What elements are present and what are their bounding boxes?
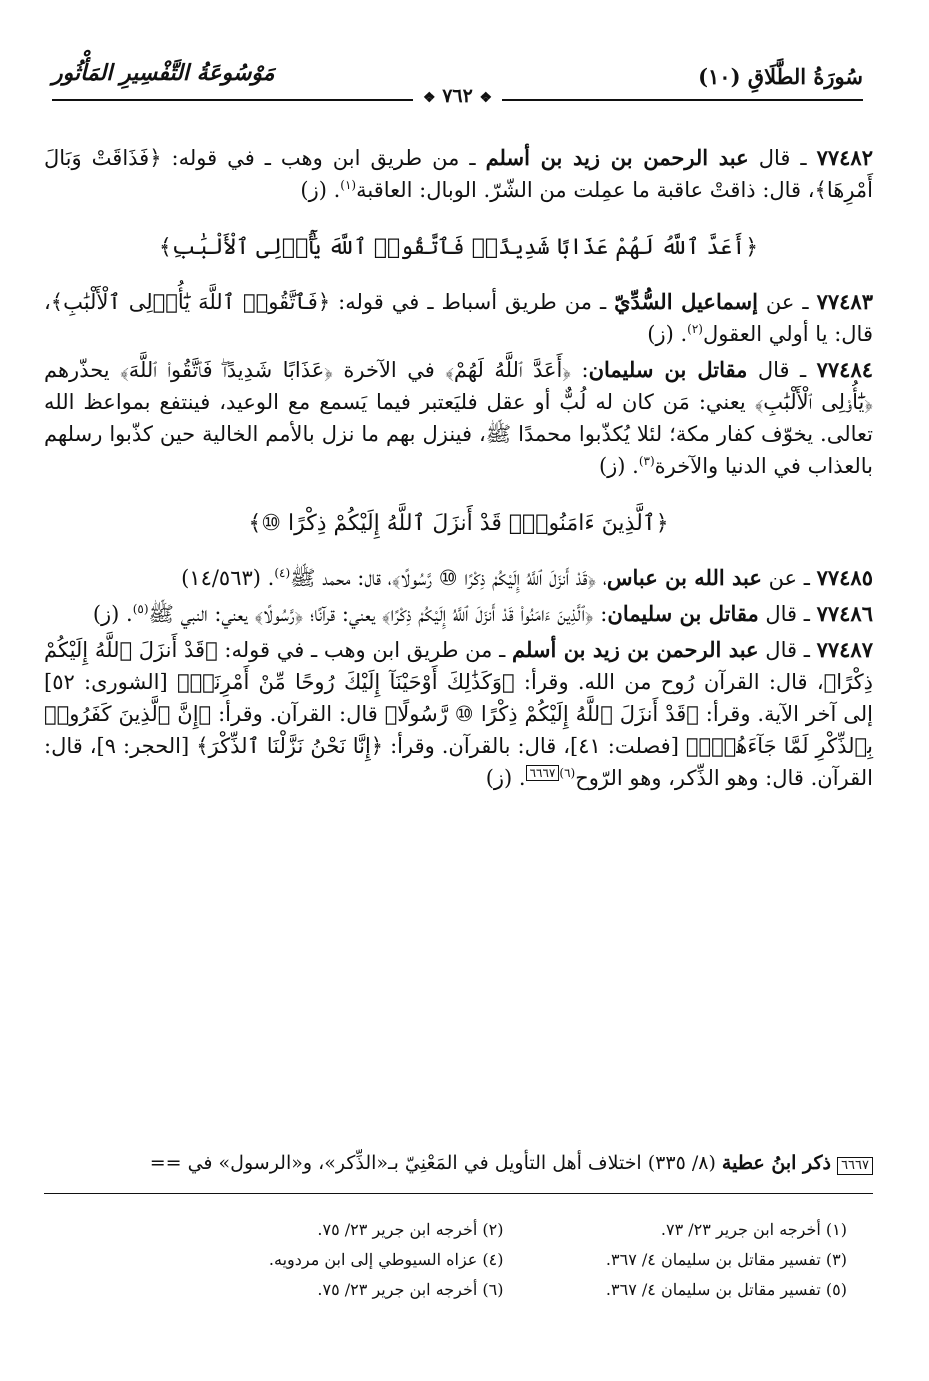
footnote-1: (١) أخرجه ابن جرير ٢٣/ ٧٣.	[660, 1220, 847, 1239]
verse-heading: ﴿ٱلَّذِينَ ءَامَنُوا۟ۚ قَدْ أَنزَلَ ٱللَّهُ إِلَيْكُمْ ذِكْرًا ⑩﴾	[248, 511, 669, 536]
page-number: ❖ ٧٦٢ ❖	[413, 85, 502, 107]
footnote-ref: (٤)	[274, 566, 291, 580]
narrator-name: إسماعيل السُّدِّيّ	[614, 289, 758, 314]
running-header	[52, 56, 863, 107]
entry-77482: ٧٧٤٨٢ ـ قال عبد الرحمن بن زيد بن أسلم ـ من طريق ابن وهب ـ في قوله: ﴿فَذَاقَتْ وَبَالَ أَمْرِهَا﴾، قال: ذاقتْ عاقبة ما عمِلت من الشّرّ. الوبال: العاقبة$^{(١)}$. (ز)	[44, 145, 873, 202]
entry-77485: ٧٧٤٨٥ ـ عن عبد الله بن عباس، ﴿قَدْ أَنزَلَ ٱللَّهُ إِلَيْكُمْ ذِكْرًا ⑩ رَّسُولًا﴾، قال: محمد ﷺ$^{(٤)}$. (١٤/٥٦٣)	[181, 565, 873, 590]
commentary-number-box: ٦٦٦٧	[837, 1157, 873, 1175]
footnote-4: (٤) عزاه السيوطي إلى ابن مردويه.	[268, 1250, 504, 1269]
quran-quote: ﴿فَذَاقَتْ وَبَالَ أَمْرِهَا﴾	[44, 146, 873, 202]
narrator-name: عبد الرحمن بن زيد بن أسلم	[485, 145, 749, 170]
verse-heading: ﴿أَعَدَّ ٱللَّهُ لَهُمْ عَذَابًا شَدِيدًاۖ فَٱتَّقُوا۟ ٱللَّهَ يَٰٓأُو۟لِى ٱلْأَلْبَٰبِ﴾	[158, 235, 759, 260]
main-text	[44, 142, 873, 798]
footnote-row	[160, 1245, 847, 1275]
footnote-row	[160, 1215, 847, 1245]
ornament-icon: ❖	[479, 90, 492, 106]
commentary-text: (٨/ ٣٣٥) اختلاف أهل التأويل في المَعْنِيّ بـ«الذِّكر»، و«الرسول» في ==	[149, 1152, 722, 1174]
quran-quote: ﴿أَعَدَّ ٱللَّهُ لَهُمْ﴾	[445, 358, 572, 382]
quran-quote: ﴿ٱلَّذِينَ ءَامَنُوا۟ قَدْ أَنزَلَ ٱللَّهُ إِلَيْكُمْ ذِكْرًا﴾	[381, 602, 594, 626]
commentary-author: ذكر ابنُ عطية	[721, 1152, 832, 1174]
narrator-name: مقاتل بن سليمان	[607, 601, 759, 626]
footnote-ref: (١)	[340, 178, 357, 192]
footnote-divider	[44, 1193, 873, 1194]
footnote-5: (٥) تفسير مقاتل بن سليمان ٤/ ٣٦٧.	[605, 1280, 847, 1299]
quran-quote: ﴿إِنَّ ٱلَّذِينَ كَفَرُوا۟ بِٱلذِّكْرِ لَمَّا جَآءَهُمْۖ﴾	[44, 702, 873, 758]
entry-77487: ٧٧٤٨٧ ـ قال عبد الرحمن بن زيد بن أسلم ـ من طريق ابن وهب ـ في قوله: ﴿قَدْ أَنزَلَ ٱللَّهُ إِلَيْكُمْ ذِكْرًا﴾، قال: القرآن رُوح من الله. وقرأ: ﴿وَكَذَٰلِكَ أَوْحَيْنَآ إِلَيْكَ رُوحًا مِّنْ أَمْرِنَاۚ﴾ [الشورى: ٥٢] إلى آخر الآية. وقرأ: ﴿قَدْ أَنزَلَ ٱللَّهُ إِلَيْكُمْ ذِكْرًا ⑩ رَّسُولًا﴾ قال: القرآن. وقرأ: ﴿إِنَّ ٱلَّذِينَ كَفَرُوا۟ بِٱلذِّكْرِ لَمَّا جَآءَهُمْۖ﴾ [فصلت: ٤١]، قال: بالقرآن. وقرأ: ﴿إِنَّا نَحْنُ نَزَّلْنَا ٱلذِّكْرَ﴾ [الحجر: ٩]، قال: القرآن. قال: وهو الذِّكر، وهو الرّوح$^{(٦)}$٦٦٦٧. (ز)	[44, 637, 874, 790]
footnote-3: (٣) تفسير مقاتل بن سليمان ٤/ ٣٦٧.	[605, 1250, 847, 1269]
quran-quote: ﴿وَكَذَٰلِكَ أَوْحَيْنَآ إِلَيْكَ رُوحًا مِّنْ أَمْرِنَاۚ﴾	[176, 670, 515, 694]
quran-quote: ﴿عَذَابًا شَدِيدًاۖ فَٱتَّقُوا۟ ٱللَّهَ﴾	[120, 358, 333, 382]
footnote-row	[160, 1275, 847, 1305]
quran-quote: ﴿فَٱتَّقُوا۟ ٱللَّهَ يَٰٓأُو۟لِى ٱلْأَلْبَٰبِ﴾	[50, 290, 331, 314]
quran-quote: ﴿رَّسُولًا﴾	[254, 602, 304, 626]
quran-quote: ﴿إِنَّا نَحْنُ نَزَّلْنَا ٱلذِّكْرَ﴾	[196, 734, 384, 758]
narrator-name: عبد الرحمن بن زيد بن أسلم	[511, 637, 759, 662]
narrator-name: عبد الله بن عباس	[606, 565, 762, 590]
entry-77483: ٧٧٤٨٣ ـ عن إسماعيل السُّدِّيّ ـ من طريق أسباط ـ في قوله: ﴿فَٱتَّقُوا۟ ٱللَّهَ يَٰٓأُو۟لِى ٱلْأَلْبَٰبِ﴾، قال: يا أولي العقول$^{(٢)}$. (ز)	[44, 289, 873, 346]
footnotes	[160, 1215, 847, 1305]
series-title: مَوْسُوعَةُ التَّفْسِيرِ المَأْثُور	[52, 60, 275, 86]
footnote-ref: (٣)	[638, 454, 655, 468]
entry-77484: ٧٧٤٨٤ ـ قال مقاتل بن سليمان: ﴿أَعَدَّ ٱللَّهُ لَهُمْ﴾ في الآخرة ﴿عَذَابًا شَدِيدًاۖ فَٱتَّقُوا۟ ٱللَّهَ﴾ يحذّرهم ﴿يَٰٓأُو۟لِى ٱلْأَلْبَٰبِ﴾ يعني: مَن كان له لُبٌّ أو عقل فليَعتبر فيما يَسمع مع الوعيد، فينتفع بمواعظ الله تعالى. يخوّف كفار مكة؛ لئلا يُكذّبوا محمدًا ﷺ، فينزل بهم ما نزل بالأمم الخالية حين كذّبوا رسلهم بالعذاب في الدنيا والآخرة$^{(٣)}$. (ز)	[44, 357, 874, 478]
narrator-name: مقاتل بن سليمان	[588, 357, 748, 382]
quran-quote: ﴿يَٰٓأُو۟لِى ٱلْأَلْبَٰبِ﴾	[754, 390, 873, 414]
footnote-6: (٦) أخرجه ابن جرير ٢٣/ ٧٥.	[317, 1280, 504, 1299]
quran-quote: ﴿قَدْ أَنزَلَ ٱللَّهُ إِلَيْكُمْ ذِكْرًا﴾	[44, 638, 874, 694]
footnote-ref: (٢)	[687, 322, 703, 336]
footnote-ref: (٥)	[132, 602, 149, 616]
quran-quote: ﴿قَدْ أَنزَلَ ٱللَّهُ إِلَيْكُمْ ذِكْرًا ⑩ رَّسُولًا﴾	[391, 566, 597, 590]
ornament-icon: ❖	[423, 90, 436, 106]
commentary-ref-box: ٦٦٦٧	[526, 765, 560, 781]
quran-quote: ﴿قَدْ أَنزَلَ ٱللَّهُ إِلَيْكُمْ ذِكْرًا ⑩ رَّسُولًا﴾	[384, 702, 699, 726]
surah-title: سُورَةُ الطَّلَاقِ (١٠)	[698, 64, 863, 89]
footnote-2: (٢) أخرجه ابن جرير ٢٣/ ٧٥.	[317, 1220, 504, 1239]
footnote-ref: (٦)	[559, 766, 576, 780]
entry-77486: ٧٧٤٨٦ ـ قال مقاتل بن سليمان: ﴿ٱلَّذِينَ ءَامَنُوا۟ قَدْ أَنزَلَ ٱللَّهُ إِلَيْكُمْ ذِكْرًا﴾ يعني: قرآنًا؛ ﴿رَّسُولًا﴾ يعني: النبي ﷺ$^{(٥)}$. (ز)	[92, 601, 873, 626]
commentary-note	[44, 1150, 873, 1176]
